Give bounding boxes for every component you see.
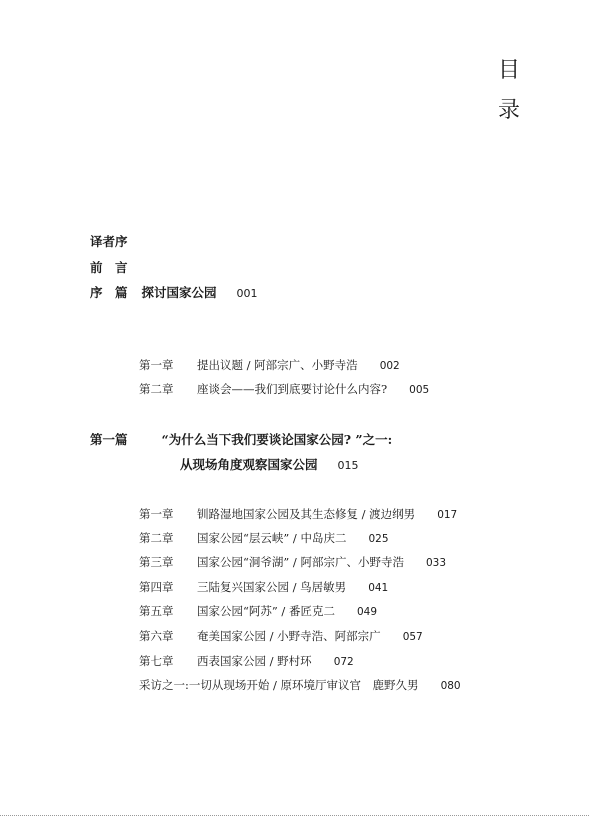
interview-title: 一切从现场开始 / 原环境厅审议官 鹿野久男 (188, 678, 419, 692)
page-number: 005 (409, 384, 430, 396)
chapter-title: 国家公园“阿苏” / 番匠克二 (197, 604, 335, 618)
chapter-label: 第三章 (139, 555, 174, 569)
page-number: 025 (368, 533, 389, 545)
front-matter-prologue[interactable] (90, 287, 258, 300)
page-number: 033 (425, 557, 446, 569)
chapter-title: 钏路湿地国家公园及其生态修复 / 渡边纲男 (197, 507, 416, 521)
chapter-label: 第五章 (139, 604, 174, 618)
page-number: 017 (437, 509, 458, 521)
chapter-title: 国家公园“洞爷湖” / 阿部宗广、小野寺浩 (197, 555, 404, 569)
front-matter-translator-preface[interactable] (90, 236, 128, 249)
chapter-title: 提出议题 / 阿部宗广、小野寺浩 (197, 358, 358, 372)
chapter-title: 三陆复兴国家公园 / 鸟居敏男 (197, 580, 347, 594)
page-bottom-edge (0, 815, 589, 821)
chapter-label: 第六章 (139, 629, 174, 643)
chapter-title: 西表国家公园 / 野村环 (197, 654, 312, 668)
front-title: 探讨国家公园 (141, 285, 217, 300)
part1-chapter-1[interactable] (139, 509, 457, 521)
page-number: 001 (236, 287, 258, 300)
interview-1[interactable] (139, 680, 461, 692)
part-1-subheading[interactable] (180, 459, 359, 472)
chapter-title: 国家公园“层云峡” / 中岛庆二 (197, 531, 347, 545)
part1-chapter-6[interactable] (139, 631, 423, 643)
prologue-chapter-1[interactable] (139, 360, 400, 372)
toc-title-char-1: 目 (498, 58, 521, 83)
part-label: 第一篇 (90, 432, 128, 447)
page-number: 015 (337, 459, 359, 472)
front-label: 前 言 (90, 260, 128, 275)
chapter-title: 座谈会——我们到底要讨论什么内容? (197, 382, 388, 396)
prologue-chapter-2[interactable] (139, 384, 429, 396)
toc-title-char-2: 录 (498, 98, 521, 123)
chapter-title: 奄美国家公园 / 小野寺浩、阿部宗广 (197, 629, 381, 643)
part1-chapter-7[interactable] (139, 656, 354, 668)
chapter-label: 第一章 (139, 358, 174, 372)
part-title-line-2: 从现场角度观察国家公园 (180, 457, 318, 472)
front-label: 译者序 (90, 234, 128, 249)
part1-chapter-5[interactable] (139, 606, 377, 618)
interview-label: 采访之一: (139, 678, 189, 692)
chapter-label: 第七章 (139, 654, 174, 668)
page-number: 002 (379, 360, 400, 372)
page-number: 080 (440, 680, 461, 692)
front-label: 序 篇 (90, 285, 128, 300)
page-number: 049 (356, 606, 377, 618)
page-number: 041 (368, 582, 389, 594)
part1-chapter-3[interactable] (139, 557, 446, 569)
part1-chapter-2[interactable] (139, 533, 389, 545)
chapter-label: 第一章 (139, 507, 174, 521)
part-1-heading[interactable] (90, 434, 392, 447)
front-matter-foreword[interactable] (90, 262, 128, 275)
chapter-label: 第四章 (139, 580, 174, 594)
part1-chapter-4[interactable] (139, 582, 388, 594)
chapter-label: 第二章 (139, 531, 174, 545)
part-title-line-1: “为什么当下我们要谈论国家公园? ”之一: (161, 432, 393, 447)
page-number: 072 (333, 656, 354, 668)
chapter-label: 第二章 (139, 382, 174, 396)
page-number: 057 (402, 631, 423, 643)
